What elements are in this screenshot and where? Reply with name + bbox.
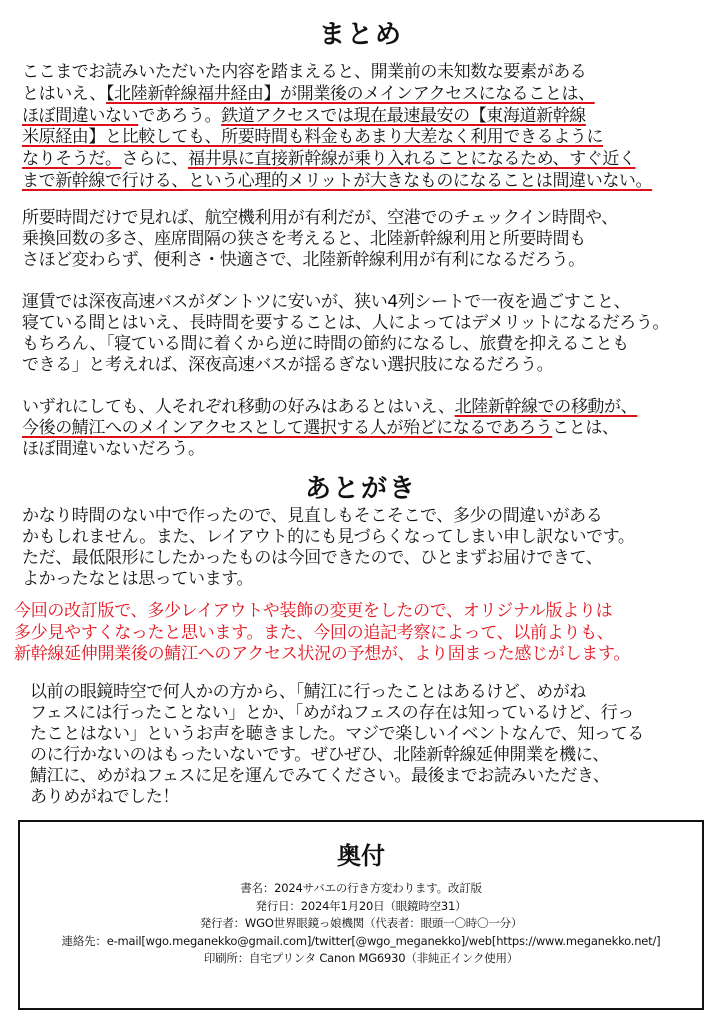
summary-paragraph-3 xyxy=(22,292,669,376)
text-line: ほぼ間違いないだろう。 xyxy=(22,439,205,459)
text-line: 今回の改訂版で、多少レイアウトや装飾の変更をしたので、オリジナル版よりは xyxy=(14,601,613,621)
colophon-box xyxy=(18,820,704,1010)
text-line: 米原経由】と比較しても、所要時間も料金もあまり大差なく利用できるように xyxy=(22,127,603,148)
text-line: 所要時間だけで見れば、航空機利用が有利だが、空港でのチェックイン時間や、 xyxy=(22,208,618,228)
text-line: のに行かないのはもったいないです。ぜひぜひ、北陸新幹線延伸開業を機に、 xyxy=(30,745,609,765)
text-line: たことはない」というお声を聴きました。マジで楽しいイベントなんで、知ってる xyxy=(30,724,644,744)
text-line: ただ、最低限形にしたかったものは今回できたので、ひとまずお届けできて、 xyxy=(22,548,603,568)
text-line: 以前の眼鏡時空で何人かの方から、「鯖江に行ったことはあるけど、めがね xyxy=(30,682,586,702)
summary-paragraph-4 xyxy=(22,397,637,460)
text-line: よかったなとは思っています。 xyxy=(22,569,254,589)
highlight-underline: ほぼ間違いない xyxy=(22,105,139,126)
text-line: フェスには行ったことない」とか、「めがねフェスの存在は知っているけど、行っ xyxy=(30,703,634,723)
text-line: なりそうだ。さらに、福井県に直接新幹線が乗り入れることになるため、すぐ近く xyxy=(22,149,636,170)
highlight-underline: 北陸新幹線での移動が、 xyxy=(454,397,638,417)
afterword-heading: あとがき xyxy=(304,474,417,504)
text-line: ほぼ間違いないであろう。鉄道アクセスでは現在最速最安の【東海道新幹線 xyxy=(22,105,586,126)
highlight-underline: 今後の鯖江へのメインアクセスとして選択する人が殆どになるであろう xyxy=(22,418,553,438)
summary-paragraph-1 xyxy=(22,62,652,193)
text-line: いずれにしても、人それぞれ移動の好みはあるとはいえ、北陸新幹線での移動が、 xyxy=(22,397,638,417)
text-line: 寝ている間とはいえ、長時間を要することは、人によってはデメリットになるだろう。 xyxy=(22,313,670,333)
text-line: ここまでお読みいただいた内容を踏まえると、開業前の未知数な要素がある xyxy=(22,62,587,82)
colophon-details xyxy=(20,880,702,968)
colophon-title: 奥付 xyxy=(337,842,385,870)
highlight-underline: 福井県に直接新幹線が乗り入れることになるため、すぐ近く xyxy=(188,149,636,170)
colophon-publisher: 発行者：WGO世界眼鏡っ娘機関（代表者：眼頭一〇時〇一分） xyxy=(199,916,523,930)
summary-paragraph-2 xyxy=(22,208,618,271)
text-line: かもしれません。また、レイアウト的にも見づらくなってしまい申し訳ないです。 xyxy=(22,527,635,547)
colophon-contact: 連絡先：e-mail[wgo.meganekko@gmail.com]/twitter[@wgo_meganekko]/web[https://www.meganekko.net/] xyxy=(61,933,661,948)
revision-note xyxy=(14,601,630,666)
highlight-underline: 【北陸新幹線福井経由】が開業後のメインアクセスになることは、 xyxy=(106,83,595,104)
text-line: まで新幹線で行ける、という心理的メリットが大きなものになることは間違いない。 xyxy=(22,170,653,191)
text-line: 多少見やすくなったと思います。また、今回の追記考察によって、以前よりも、 xyxy=(14,622,614,643)
text-line: 鯖江に、めがねフェスに足を運んでみてください。最後までお読みいただき、 xyxy=(30,766,610,786)
text-line: できる」と考えれば、深夜高速バスが揺るぎない選択肢になるだろう。 xyxy=(22,355,554,375)
summary-heading: まとめ xyxy=(318,20,403,50)
text-line: もちろん、「寝ている間に着くから逆に時間の節約になるし、旅費を抑えることも xyxy=(22,334,629,354)
text-line: かなり時間のない中で作ったので、見直しもそこそこで、多少の間違いがある xyxy=(22,506,603,526)
highlight-underline: なりそうだ。 xyxy=(22,149,122,170)
colophon-printer: 印刷所：自宅プリンタ Canon MG6930（非純正インク使用） xyxy=(203,951,519,965)
text-line: 乗換回数の多さ、座席間隔の狭さを考えると、北陸新幹線利用と所要時間も xyxy=(22,229,586,249)
text-line: 今後の鯖江へのメインアクセスとして選択する人が殆どになるであろうことは、 xyxy=(22,418,619,438)
text-line: とはいえ、【北陸新幹線福井経由】が開業後のメインアクセスになることは、 xyxy=(22,83,595,104)
text-line: ありめがねでした！ xyxy=(30,787,179,807)
text-line: 新幹線延伸開業後の鯖江へのアクセス状況の予想が、より固まった感じがします。 xyxy=(14,644,631,664)
highlight-underline: 鉄道アクセスでは現在最速最安の【東海道新幹線 xyxy=(221,105,586,126)
colophon-publish-date: 発行日：2024年1月20日（眼鏡時空31） xyxy=(255,898,467,913)
text-line: 運賃では深夜高速バスがダントツに安いが、狭い4列シートで一夜を過ごすこと、 xyxy=(22,292,631,312)
text-line: さほど変わらず、便利さ・快適さで、北陸新幹線利用が有利になるだろう。 xyxy=(22,250,585,270)
afterword-paragraph-1 xyxy=(22,506,635,590)
afterword-paragraph-2 xyxy=(30,682,644,808)
colophon-book-title: 書名：2024サバエの行き方変わります。改訂版 xyxy=(240,881,482,895)
